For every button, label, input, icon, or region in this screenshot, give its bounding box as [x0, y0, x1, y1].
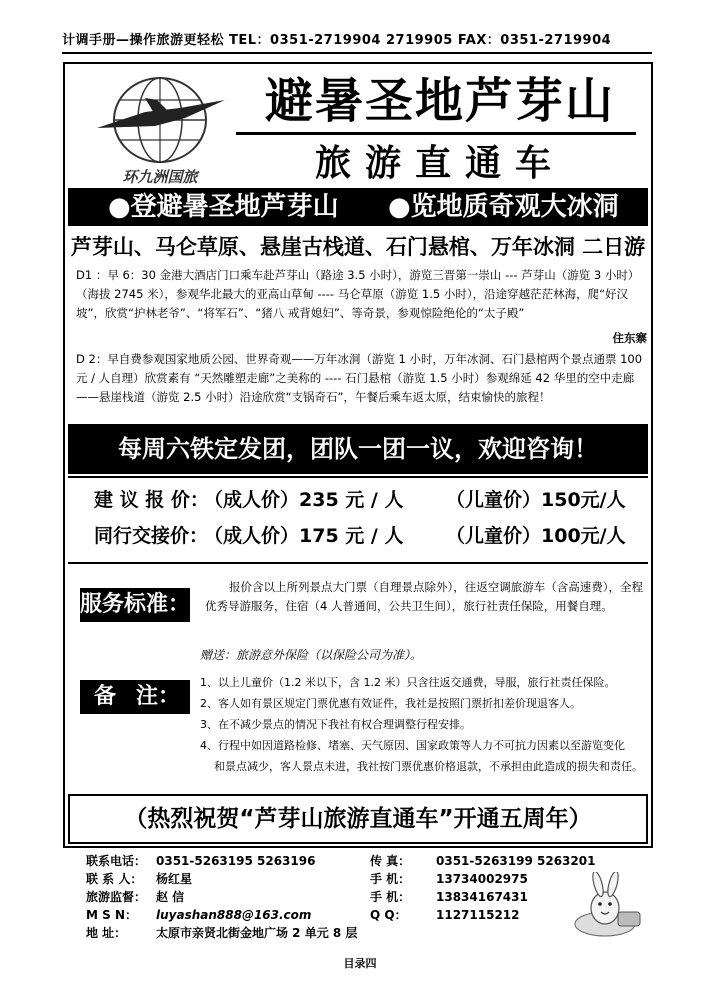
note-item: 2、客人如有景区规定门票优惠有效证件，我社是按照门票折扣差价现退客人。	[200, 697, 581, 710]
contact-value: 太原市亲贤北街金地广场 2 单元 8 层	[156, 926, 358, 940]
divider	[68, 476, 648, 478]
notes-tag	[80, 680, 190, 714]
contact-key: 联系电话：	[86, 854, 147, 868]
anniversary-banner: （热烈祝贺“芦芽山旅游直通车”开通五周年）	[68, 794, 648, 844]
rabbit-illustration-icon	[560, 872, 650, 942]
contact-key: M S N：	[86, 908, 137, 922]
price-adult: （成人价）235 元 / 人	[204, 489, 404, 511]
page-footer: 目录四	[343, 957, 377, 970]
departure-promo-banner: 每周六铁定发团，团队一团一议，欢迎咨询！	[68, 424, 648, 474]
contact-key: 传 真：	[370, 854, 411, 868]
contact-value: 0351-5263199 5263201	[436, 854, 596, 868]
travel-agency-logo	[85, 70, 235, 190]
contact-value: 杨红星	[156, 872, 193, 886]
contact-row	[78, 888, 638, 906]
highlight-banner	[68, 188, 648, 226]
contact-value: 1127115212	[436, 908, 520, 922]
contact-info	[78, 852, 638, 942]
note-item: 3、在不减少景点的情况下我社有权合理调整行程安排。	[200, 718, 471, 731]
title-underline	[236, 132, 636, 135]
note-item: 4、行程中如因道路检修、堵塞、天气原因、国家政策等人力不可抗力因素以至游览变化	[200, 739, 625, 752]
contact-value: 赵 信	[156, 890, 185, 904]
contact-key: 联 系 人：	[86, 872, 143, 886]
note-item: 1、以上儿童价（1.2 米以下，含 1.2 米）只含往返交通费，导服，旅行社责任保险。	[200, 676, 616, 689]
contact-value: luyashan888@163.com	[156, 908, 312, 922]
price-row-suggested	[94, 482, 654, 518]
price-child: （儿童价）150元/人	[446, 489, 626, 511]
notes-list	[200, 672, 645, 777]
logo-text: 环九洲国旅	[122, 168, 198, 186]
page-title: 避暑圣地芦芽山	[264, 73, 615, 129]
price-label: 同行交接价：	[94, 525, 209, 547]
header-contact-line: 计调手册—操作旅游更轻松 TEL：0351-2719904 2719905 FAX：0351-2719904	[62, 30, 652, 54]
contact-value: 0351-5263195 5263196	[156, 854, 316, 868]
contact-key: 手 机：	[370, 872, 411, 886]
contact-row	[78, 924, 638, 942]
service-standard-tag: 服务标准：	[80, 588, 190, 622]
price-row-trade	[94, 518, 654, 554]
route-headline: 芦芽山、马仑草原、悬崖古栈道、石门悬棺、万年冰洞 二日游	[70, 234, 646, 259]
contact-value: 13834167431	[436, 890, 528, 904]
notes-tag-part-1: 备	[94, 684, 117, 709]
contact-key: 地 址：	[86, 926, 127, 940]
page-subtitle: 旅游直通车	[314, 142, 565, 184]
contact-value: 13734002975	[436, 872, 528, 886]
contact-key: 旅游监督：	[86, 890, 147, 904]
contact-row	[78, 906, 638, 924]
gift-insurance-note: 赠送：旅游意外保险（以保险公司为准）。	[200, 648, 423, 662]
contact-row	[78, 852, 638, 870]
itinerary-day-1-stay: 住东寨	[612, 331, 647, 345]
contact-key: Q Q：	[370, 908, 407, 922]
service-standard-text: 报价含以上所列景点大门票（自理景点除外），往返空调旅游车（含高速费），全程优秀导游服务，住宿（4 人普通间，公共卫生间），旅行社责任保险，用餐自理。	[205, 580, 643, 613]
price-label: 建 议 报 价：	[94, 489, 209, 511]
banner-highlight-right: ●览地质奇观大冰洞	[388, 192, 619, 222]
contact-row	[78, 870, 638, 888]
note-item: 和景点减少，客人景点未进，我社按门票优惠价格退款，不承担由此造成的损失和责任。	[214, 760, 643, 773]
itinerary-day-2: D 2：早自费参观国家地质公园、世界奇观——万年冰洞（游览 1 小时，万年冰洞、石门悬棺两个景点通票 100 元 / 人自理）欣赏素有 “天然雕塑走廊”之美称的 ---- 石门悬棺（游览 1.5 小时）参观绵延 42 华里的空中走廊——悬崖栈道（游览 2.5 小时）沿途欣赏“支锅奇石”，午餐后乘车返太原，结束愉快的旅程！	[76, 352, 643, 404]
notes-tag-part-2: 注：	[135, 684, 180, 709]
banner-highlight-left: ●登避暑圣地芦芽山	[108, 192, 339, 222]
divider	[68, 562, 648, 564]
price-child: （儿童价）100元/人	[446, 525, 626, 547]
contact-key: 手 机：	[370, 890, 411, 904]
itinerary-day-1: D1 ：早 6：30 金港大酒店门口乘车赴芦芽山（路途 3.5 小时），游览三晋第一崇山 --- 芦芽山（游览 3 小时）（海拔 2745 米），参观华北最大的亚高山草甸 ---- 马仑草原（游览 1.5 小时），沿途穿越茫茫林海，爬“好汉坡”，欣赏“护林老爷”、“将军石”、“猪八 戒背媳妇”、等奇景，参观惊险绝伦的“太子殿”	[76, 268, 640, 320]
price-adult: （成人价）175 元 / 人	[204, 525, 404, 547]
